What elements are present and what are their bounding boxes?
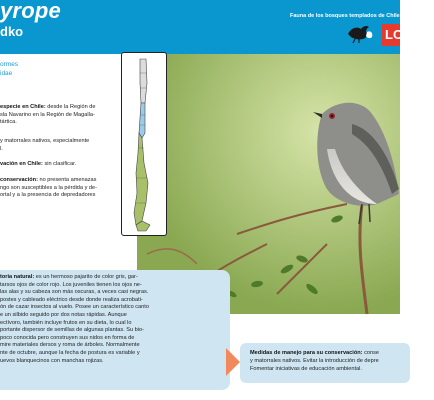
- natural-history-line-7: portante dispersor de semillas de algunas plantas. Su bio-: [0, 327, 144, 334]
- management-line-3: Fomentar iniciativas de educación ambiental.: [250, 366, 362, 372]
- natural-history-label: toria natural:: [0, 274, 35, 280]
- threats-line-3: ortal y a la presencia de depredadores: [0, 192, 96, 199]
- conservation-section: [0, 161, 112, 169]
- habitat-section: [0, 138, 112, 153]
- taxonomy-block: [0, 60, 18, 78]
- threats-line-2: ngo son susceptibles a la pérdida y de-: [0, 184, 98, 191]
- natural-history-line-2: las alas y su cabeza son más oscuras, a veces casi negras.: [0, 289, 149, 296]
- natural-history-line-6: ectívoro, también incluye frutos en su dieta, lo cual lo: [0, 319, 132, 326]
- conservation-label: vación en Chile:: [0, 161, 43, 167]
- management-section: [250, 349, 400, 373]
- arrow-right-icon: [226, 348, 240, 376]
- header-band: [0, 0, 434, 54]
- natural-history-line-5: e un silbido seguido por dos notas rápidas. Aunque: [0, 311, 127, 318]
- series-title-light: Guía de Cam: [401, 13, 434, 19]
- conservation-value: sin clasificar.: [44, 161, 77, 167]
- natural-history-line-0: es un hermoso pajarito de color gris, gar-: [35, 274, 138, 280]
- species-common-name: dko: [0, 24, 24, 39]
- series-title-bold: Fauna de los bosques templados de Chile: [290, 13, 400, 19]
- threats-line-1: no presenta amenazas: [39, 177, 97, 183]
- management-line-1: conse: [364, 350, 380, 356]
- distribution-label: especie en Chile:: [0, 104, 46, 110]
- natural-history-line-8: poco conocida pero construyen sus nidos en forma de: [0, 334, 135, 341]
- natural-history-line-9: mire materiales dersos y roma de árboles. Normalmente: [0, 342, 140, 349]
- distribution-section: [0, 104, 112, 127]
- distribution-line-1: desde la Región de: [47, 104, 96, 110]
- management-line-2: y matorrales nativos. Evitar la introducción de depre: [250, 358, 379, 364]
- chile-map: [122, 53, 166, 235]
- natural-history-line-11: uevos blanquecinos con manchas rojizas.: [0, 357, 104, 364]
- series-title: [290, 13, 434, 19]
- taxonomy-family: idae: [0, 70, 13, 77]
- threats-label: conservación:: [0, 177, 38, 183]
- taxonomy-order: ormes: [0, 61, 19, 68]
- natural-history-line-3: postes y cableado eléctrico desde donde realiza acrobati-: [0, 296, 143, 303]
- natural-history-section: [0, 274, 222, 365]
- habitat-line-2: l.: [0, 145, 3, 152]
- habitat-line-1: y matorrales nativos, especialmente: [0, 138, 90, 144]
- natural-history-line-10: nte de octubre, aunque la fecha de postura es variable y: [0, 349, 140, 356]
- species-title: yrope: [0, 0, 61, 23]
- distribution-map: [121, 52, 167, 236]
- bird-logo-icon: [345, 20, 375, 44]
- category-badge: LO: [382, 24, 400, 46]
- distribution-line-3: tártica.: [0, 119, 17, 126]
- natural-history-line-4: ón de cazar insectos al vuelo. Posee un característico canto: [0, 304, 149, 311]
- threats-section: [0, 177, 112, 200]
- natural-history-line-1: tarsos ojos de color rojo. Los juveniles tienen los ojos ne-: [0, 281, 142, 288]
- management-label: Medidas de manejo para su conservación:: [250, 350, 363, 356]
- distribution-line-2: sla Navarino en la Región de Magalla-: [0, 111, 95, 118]
